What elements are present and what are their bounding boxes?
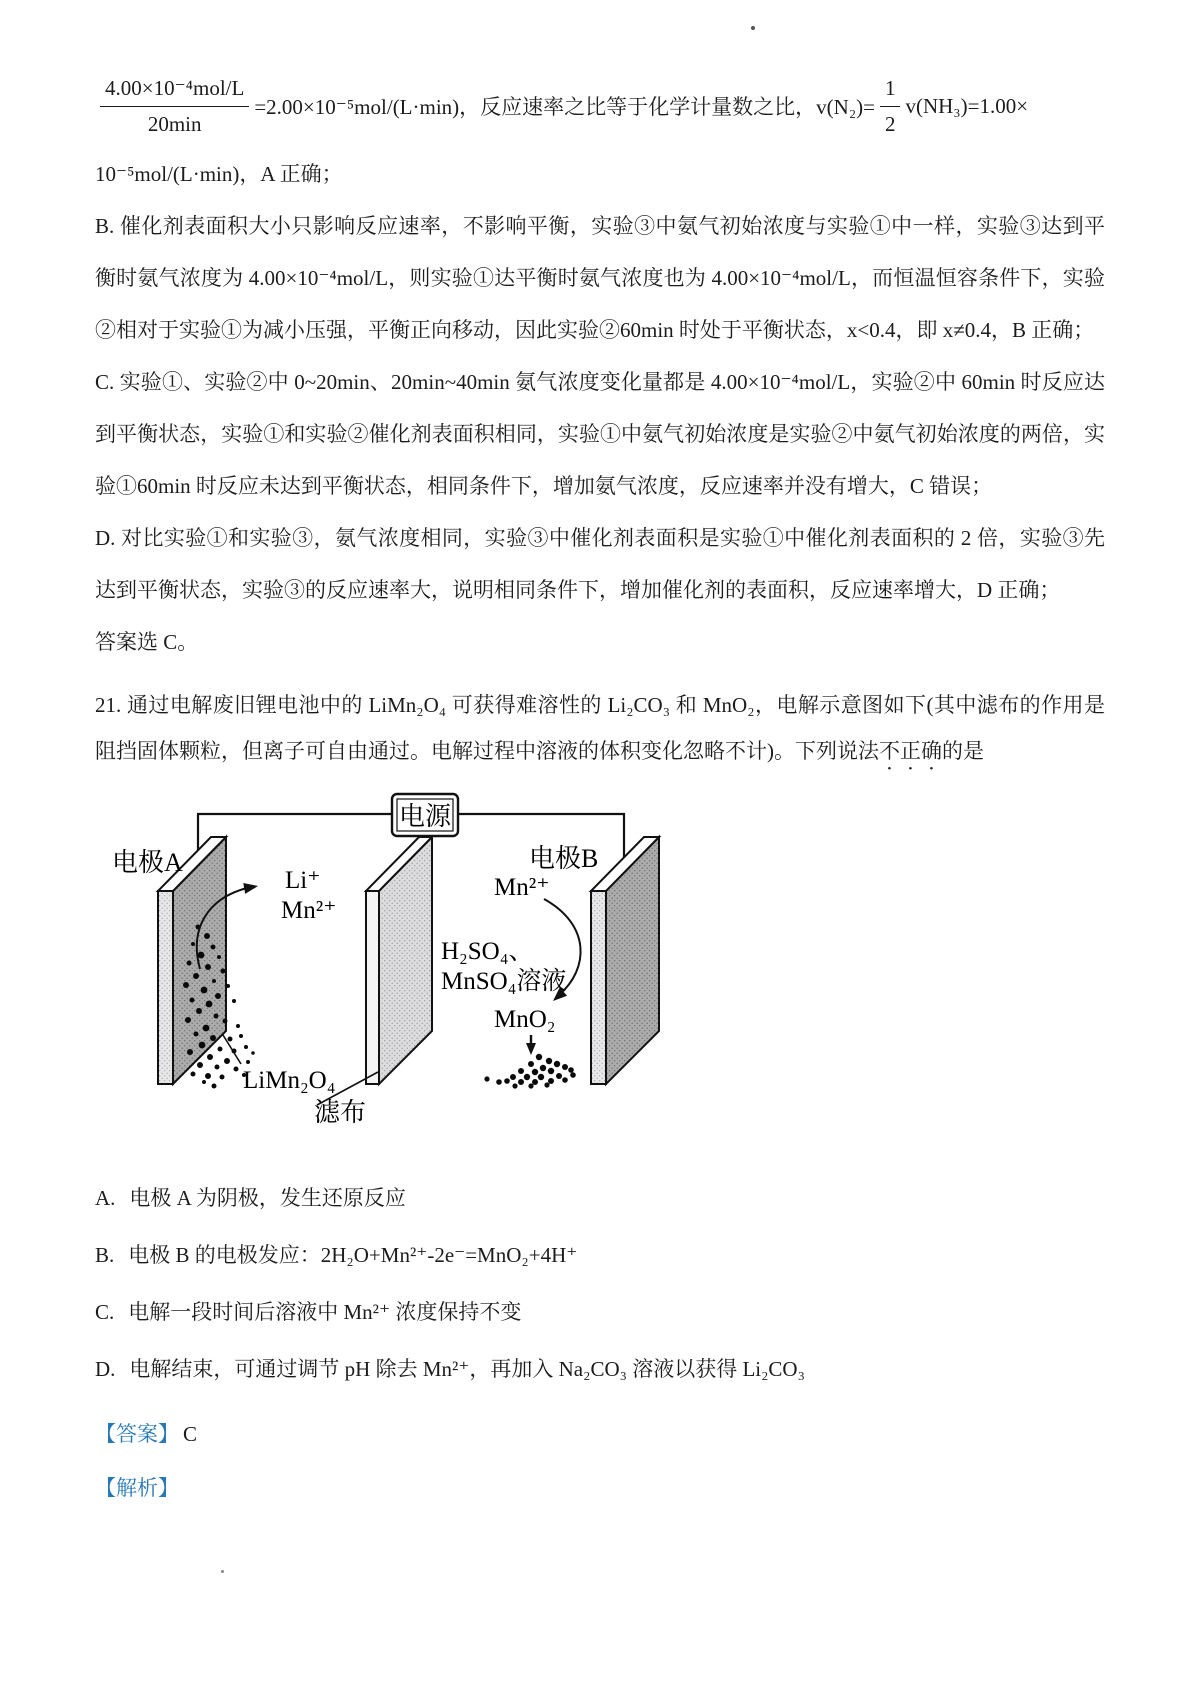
fraction-half (880, 74, 901, 138)
option-d (95, 1354, 1105, 1384)
electrolysis-diagram-container (101, 787, 1105, 1137)
solution-label-line2: MnSO₄溶液 (441, 968, 567, 995)
stray-mark-dot (221, 1570, 224, 1573)
electrode-a-edge (158, 891, 173, 1084)
answer-value: C (183, 1422, 198, 1446)
fraction-rate (100, 74, 249, 138)
option-d-text: 电解结束，可通过调节 pH 除去 Mn²⁺，再加入 Na₂CO₃ 溶液以获得 Li₂CO₃ (129, 1357, 805, 1381)
analysis-paragraph-d: D. 对比实验①和实验③，氨气浓度相同，实验③中催化剂表面积是实验①中催化剂表面积的 2 倍，实验③先达到平衡状态，实验③的反应速率大，说明相同条件下，增加催化剂的表面积，反应速率增大，D 正确； (95, 526, 1105, 602)
mn-ion-right-label: Mn²⁺ (494, 874, 550, 901)
mno2-label: MnO₂ (494, 1006, 556, 1033)
option-a-text: 电极 A 为阴极，发生还原反应 (129, 1186, 406, 1210)
answer-label: 【答案】 (95, 1422, 179, 1446)
wire-left (198, 814, 393, 850)
analysis-paragraph-b: B. 催化剂表面积大小只影响反应速率，不影响平衡，实验③中氨气初始浓度与实验①中一样，实验③达到平衡时氨气浓度为 4.00×10⁻⁴mol/L，则实验①达平衡时氨气浓度也为 4.00×10⁻⁴mol/L，而恒温恒容条件下，实验②相对于实验①为减小压强，平衡正向移动，因此实验②60min 时处于平衡状态，x<0.4，即 x≠0.4，B 正确； (95, 214, 1105, 342)
power-source-box (392, 794, 458, 836)
solution-label-line1: H₂SO₄、 (441, 938, 534, 965)
mn-ion-left-label: Mn²⁺ (281, 897, 337, 924)
electrode-b-slab (591, 837, 659, 1084)
analysis-label: 【解析】 (95, 1476, 179, 1500)
option-b (95, 1240, 1105, 1270)
option-c-text: 电解一段时间后溶液中 Mn²⁺ 浓度保持不变 (128, 1300, 522, 1324)
rate-text-tail: v(NH₃)=1.00× (905, 93, 1029, 118)
electrolysis-diagram (101, 787, 751, 1132)
electrode-b-label: 电极B (529, 844, 599, 873)
question-21-stem (95, 682, 1105, 775)
option-a (95, 1183, 1105, 1213)
power-source-label: 电源 (398, 802, 452, 831)
conclusion-line: 答案选 C。 (95, 630, 199, 654)
stem-text-before: 21. 通过电解废旧锂电池中的 LiMn₂O₄ 可获得难溶性的 Li₂CO₃ 和 MnO₂，电解示意图如下(其中滤布的作用是阻挡固体颗粒，但离子可自由通过。电解过程中溶液的体积变化忽略不计)。下列说法 (95, 693, 1105, 763)
option-a-label: A. (95, 1186, 116, 1210)
filter-cloth-label: 滤布 (314, 1098, 367, 1127)
answer-line (95, 1411, 1105, 1457)
fraction-denominator: 20min (147, 111, 202, 136)
limn2o4-label: LiMn₂O₄ (243, 1067, 336, 1094)
rate-text: =2.00×10⁻⁵mol/(L·min)，反应速率之比等于化学计量数之比，v(N₂)= (254, 95, 875, 119)
fraction-half-numerator: 1 (880, 74, 901, 106)
stem-emphasized-text: 不正确 (879, 739, 942, 763)
electrode-b-edge (591, 891, 606, 1084)
option-b-label: B. (95, 1243, 115, 1267)
filter-cloth-edge (366, 891, 379, 1084)
electrode-a-label: 电极A (112, 848, 183, 877)
option-d-label: D. (95, 1357, 116, 1381)
analysis-line (95, 1465, 1105, 1511)
rate-calculation-line (95, 64, 1105, 148)
li-ion-label: Li⁺ (285, 867, 321, 894)
question-21-options (95, 1183, 1105, 1384)
analysis-paragraph-c: C. 实验①、实验②中 0~20min、20min~40min 氨气浓度变化量都是 4.00×10⁻⁴mol/L，实验②中 60min 时反应达到平衡状态，实验①和实验②催化剂表面积相同，实验①中氨气初始浓度是实验②中氨气初始浓度的两倍，实验①60min 时反应未达到平衡状态，相同条件下，增加氨气浓度，反应速率并没有增大，C 错误； (95, 370, 1105, 498)
option-c (95, 1297, 1105, 1327)
filter-cloth-slab (366, 837, 432, 1084)
stem-text-after: 的是 (942, 739, 984, 763)
stray-mark-dot (751, 26, 755, 30)
option-c-label: C. (95, 1300, 115, 1324)
rate-line-continuation: 10⁻⁵mol/(L·min)，A 正确； (95, 162, 343, 186)
mno2-down-arrow (526, 1035, 536, 1055)
fraction-half-denominator: 2 (884, 111, 896, 136)
mno2-particles (484, 1054, 575, 1089)
fraction-numerator: 4.00×10⁻⁴mol/L (100, 74, 249, 106)
option-b-text: 电极 B 的电极发应：2H₂O+Mn²⁺-2e⁻=MnO₂+4H⁺ (128, 1243, 578, 1267)
